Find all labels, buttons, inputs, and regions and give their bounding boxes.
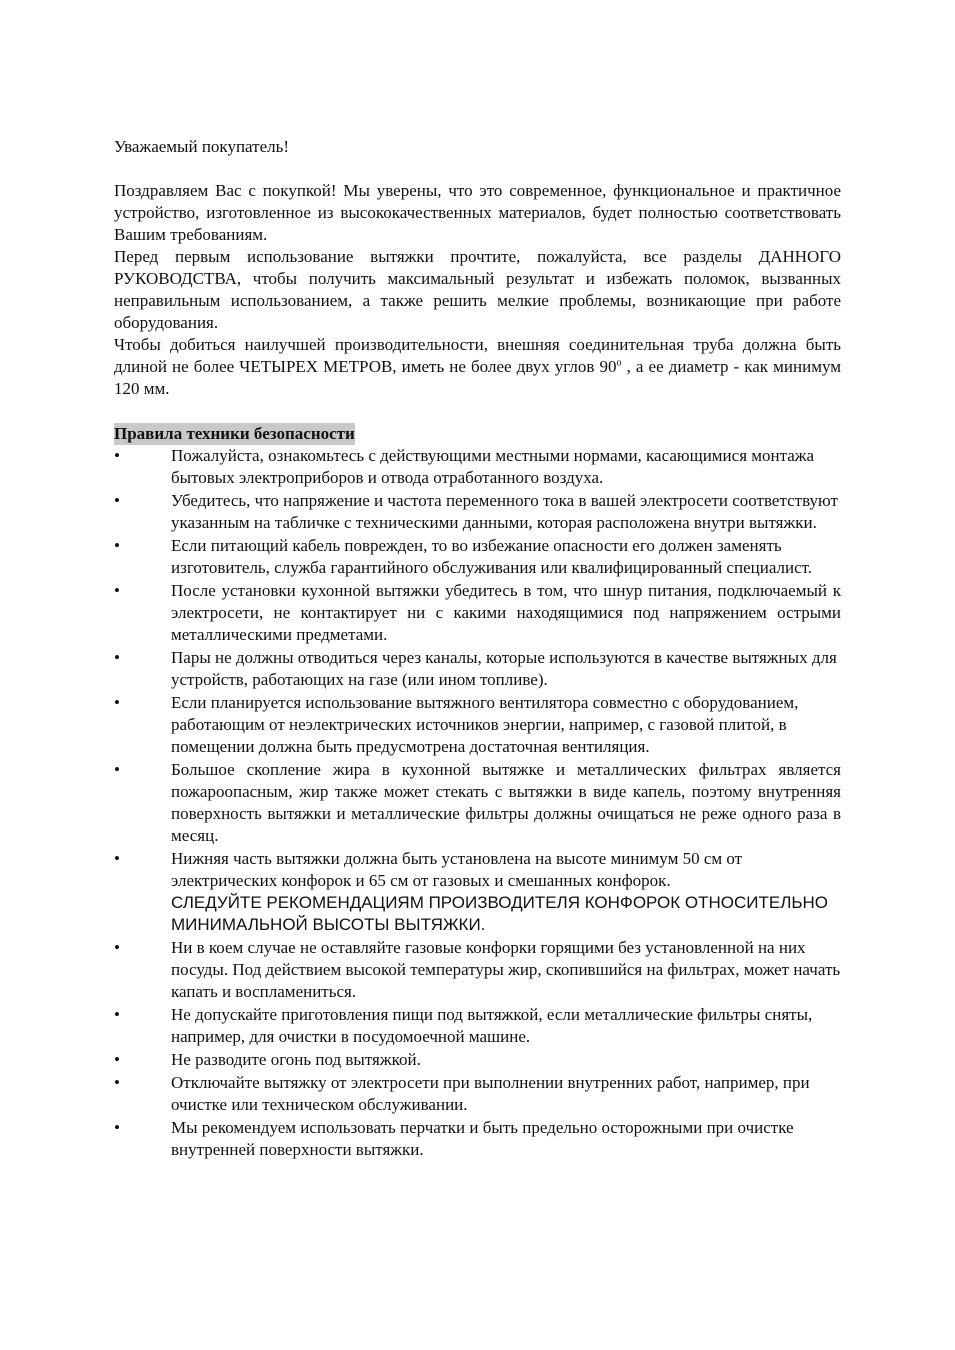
- bullet: •: [114, 1005, 120, 1024]
- document-page: [114, 136, 841, 1162]
- list-item: [114, 490, 841, 534]
- list-item: [114, 535, 841, 579]
- height-warning-caps: СЛЕДУЙТЕ РЕКОМЕНДАЦИЯМ ПРОИЗВОДИТЕЛЯ КОНФОРОК ОТНОСИТЕЛЬНО МИНИМАЛЬНОЙ ВЫСОТЫ ВЫТЯЖКИ.: [171, 893, 829, 934]
- height-text: Нижняя часть вытяжки должна быть установлена на высоте минимум 50 см от электрических конфорок и 65 см от газовых и смешанных конфорок.: [171, 849, 743, 890]
- bullet: •: [114, 648, 120, 667]
- rule-text: Пожалуйста, ознакомьтесь с действующими местными нормами, касающимися монтажа бытовых электроприборов и отвода отработанного воздуха.: [171, 446, 815, 487]
- list-item: [114, 445, 841, 489]
- safety-rules-list: [114, 445, 841, 1161]
- list-item: [114, 937, 841, 1003]
- bullet: •: [114, 446, 120, 465]
- list-item: [114, 580, 841, 646]
- list-item: [114, 1049, 841, 1071]
- bullet: •: [114, 1050, 120, 1069]
- rule-text: Отключайте вытяжку от электросети при выполнении внутренних работ, например, при очистке или техническом обслуживании.: [171, 1073, 810, 1114]
- pipe-text: Чтобы добиться наилучшей производительности, внешняя соединительная труба должна быть длиной не более ЧЕТЫРЕХ МЕТРОВ, иметь не более двух углов 90: [114, 335, 841, 376]
- bullet: •: [114, 849, 120, 868]
- bullet: •: [114, 693, 120, 712]
- rule-text: Убедитесь, что напряжение и частота переменного тока в вашей электросети соответствуют указанным на табличке с техническими данными, которая расположена внутри вытяжки.: [171, 491, 838, 532]
- rule-text: Если планируется использование вытяжного вентилятора совместно с оборудованием, работающим от неэлектрических источников энергии, например, с газовой плитой, в помещении должна быть предусмотрена достаточная вентиляция.: [171, 693, 799, 756]
- list-item: [114, 1004, 841, 1048]
- intro-paragraph: Перед первым использование вытяжки прочтите, пожалуйста, все разделы ДАННОГО РУКОВОДСТВА, чтобы получить максимальный результат и избежать поломок, вызванных неправильным использованием, а также решить мелкие проблемы, возникающие при работе оборудования.: [114, 247, 841, 332]
- list-item: [114, 1072, 841, 1116]
- bullet: •: [114, 581, 120, 600]
- bullet: •: [114, 536, 120, 555]
- list-item: [114, 759, 841, 847]
- degree-mark: о: [616, 357, 622, 369]
- pipe-paragraph: [114, 334, 841, 400]
- rule-text: Мы рекомендуем использовать перчатки и быть предельно осторожными при очистке внутренней поверхности вытяжки.: [171, 1118, 794, 1159]
- rule-text: [171, 848, 841, 936]
- intro-paragraph: Поздравляем Вас с покупкой! Мы уверены, что это современное, функциональное и практичное устройство, изготовленное из высококачественных материалов, будет полностью соответствовать Вашим требованиям.: [114, 181, 841, 244]
- list-item: [114, 848, 841, 936]
- rule-text: Не разводите огонь под вытяжкой.: [171, 1050, 421, 1069]
- rule-text: Пары не должны отводиться через каналы, которые используются в качестве вытяжных для устройств, работающих на газе (или ином топливе).: [171, 648, 837, 689]
- list-item: [114, 1117, 841, 1161]
- bullet: •: [114, 760, 120, 779]
- safety-heading: Правила техники безопасности: [114, 424, 355, 443]
- list-item: [114, 647, 841, 691]
- rule-text: Если питающий кабель поврежден, то во избежание опасности его должен заменять изготовитель, служба гарантийного обслуживания или квалифицированный специалист.: [171, 536, 813, 577]
- bullet: •: [114, 491, 120, 510]
- bullet: •: [114, 1118, 120, 1137]
- rule-text: Ни в коем случае не оставляйте газовые конфорки горящими без установленной на них посуды. Под действием высокой температуры жир, скопившийся на фильтрах, может начать капать и воспламениться.: [171, 938, 841, 1001]
- greeting: Уважаемый покупатель!: [114, 137, 290, 156]
- rule-text: Не допускайте приготовления пищи под вытяжкой, если металлические фильтры сняты, например, для очистки в посудомоечной машине.: [171, 1005, 813, 1046]
- bullet: •: [114, 1073, 120, 1092]
- bullet: •: [114, 938, 120, 957]
- rule-text: Большое скопление жира в кухонной вытяжке и металлических фильтрах является пожароопасным, жир также может стекать с вытяжки в виде капель, поэтому внутренняя поверхность вытяжки и металлические фильтры должны очищаться не реже одного раза в месяц.: [171, 760, 841, 845]
- rule-text: После установки кухонной вытяжки убедитесь в том, что шнур питания, подключаемый к электросети, не контактирует ни с какими находящимися под напряжением острыми металлическими предметами.: [171, 581, 841, 644]
- list-item: [114, 692, 841, 758]
- pipe-text-end: , а ее диаметр - как минимум 120 мм.: [114, 357, 841, 398]
